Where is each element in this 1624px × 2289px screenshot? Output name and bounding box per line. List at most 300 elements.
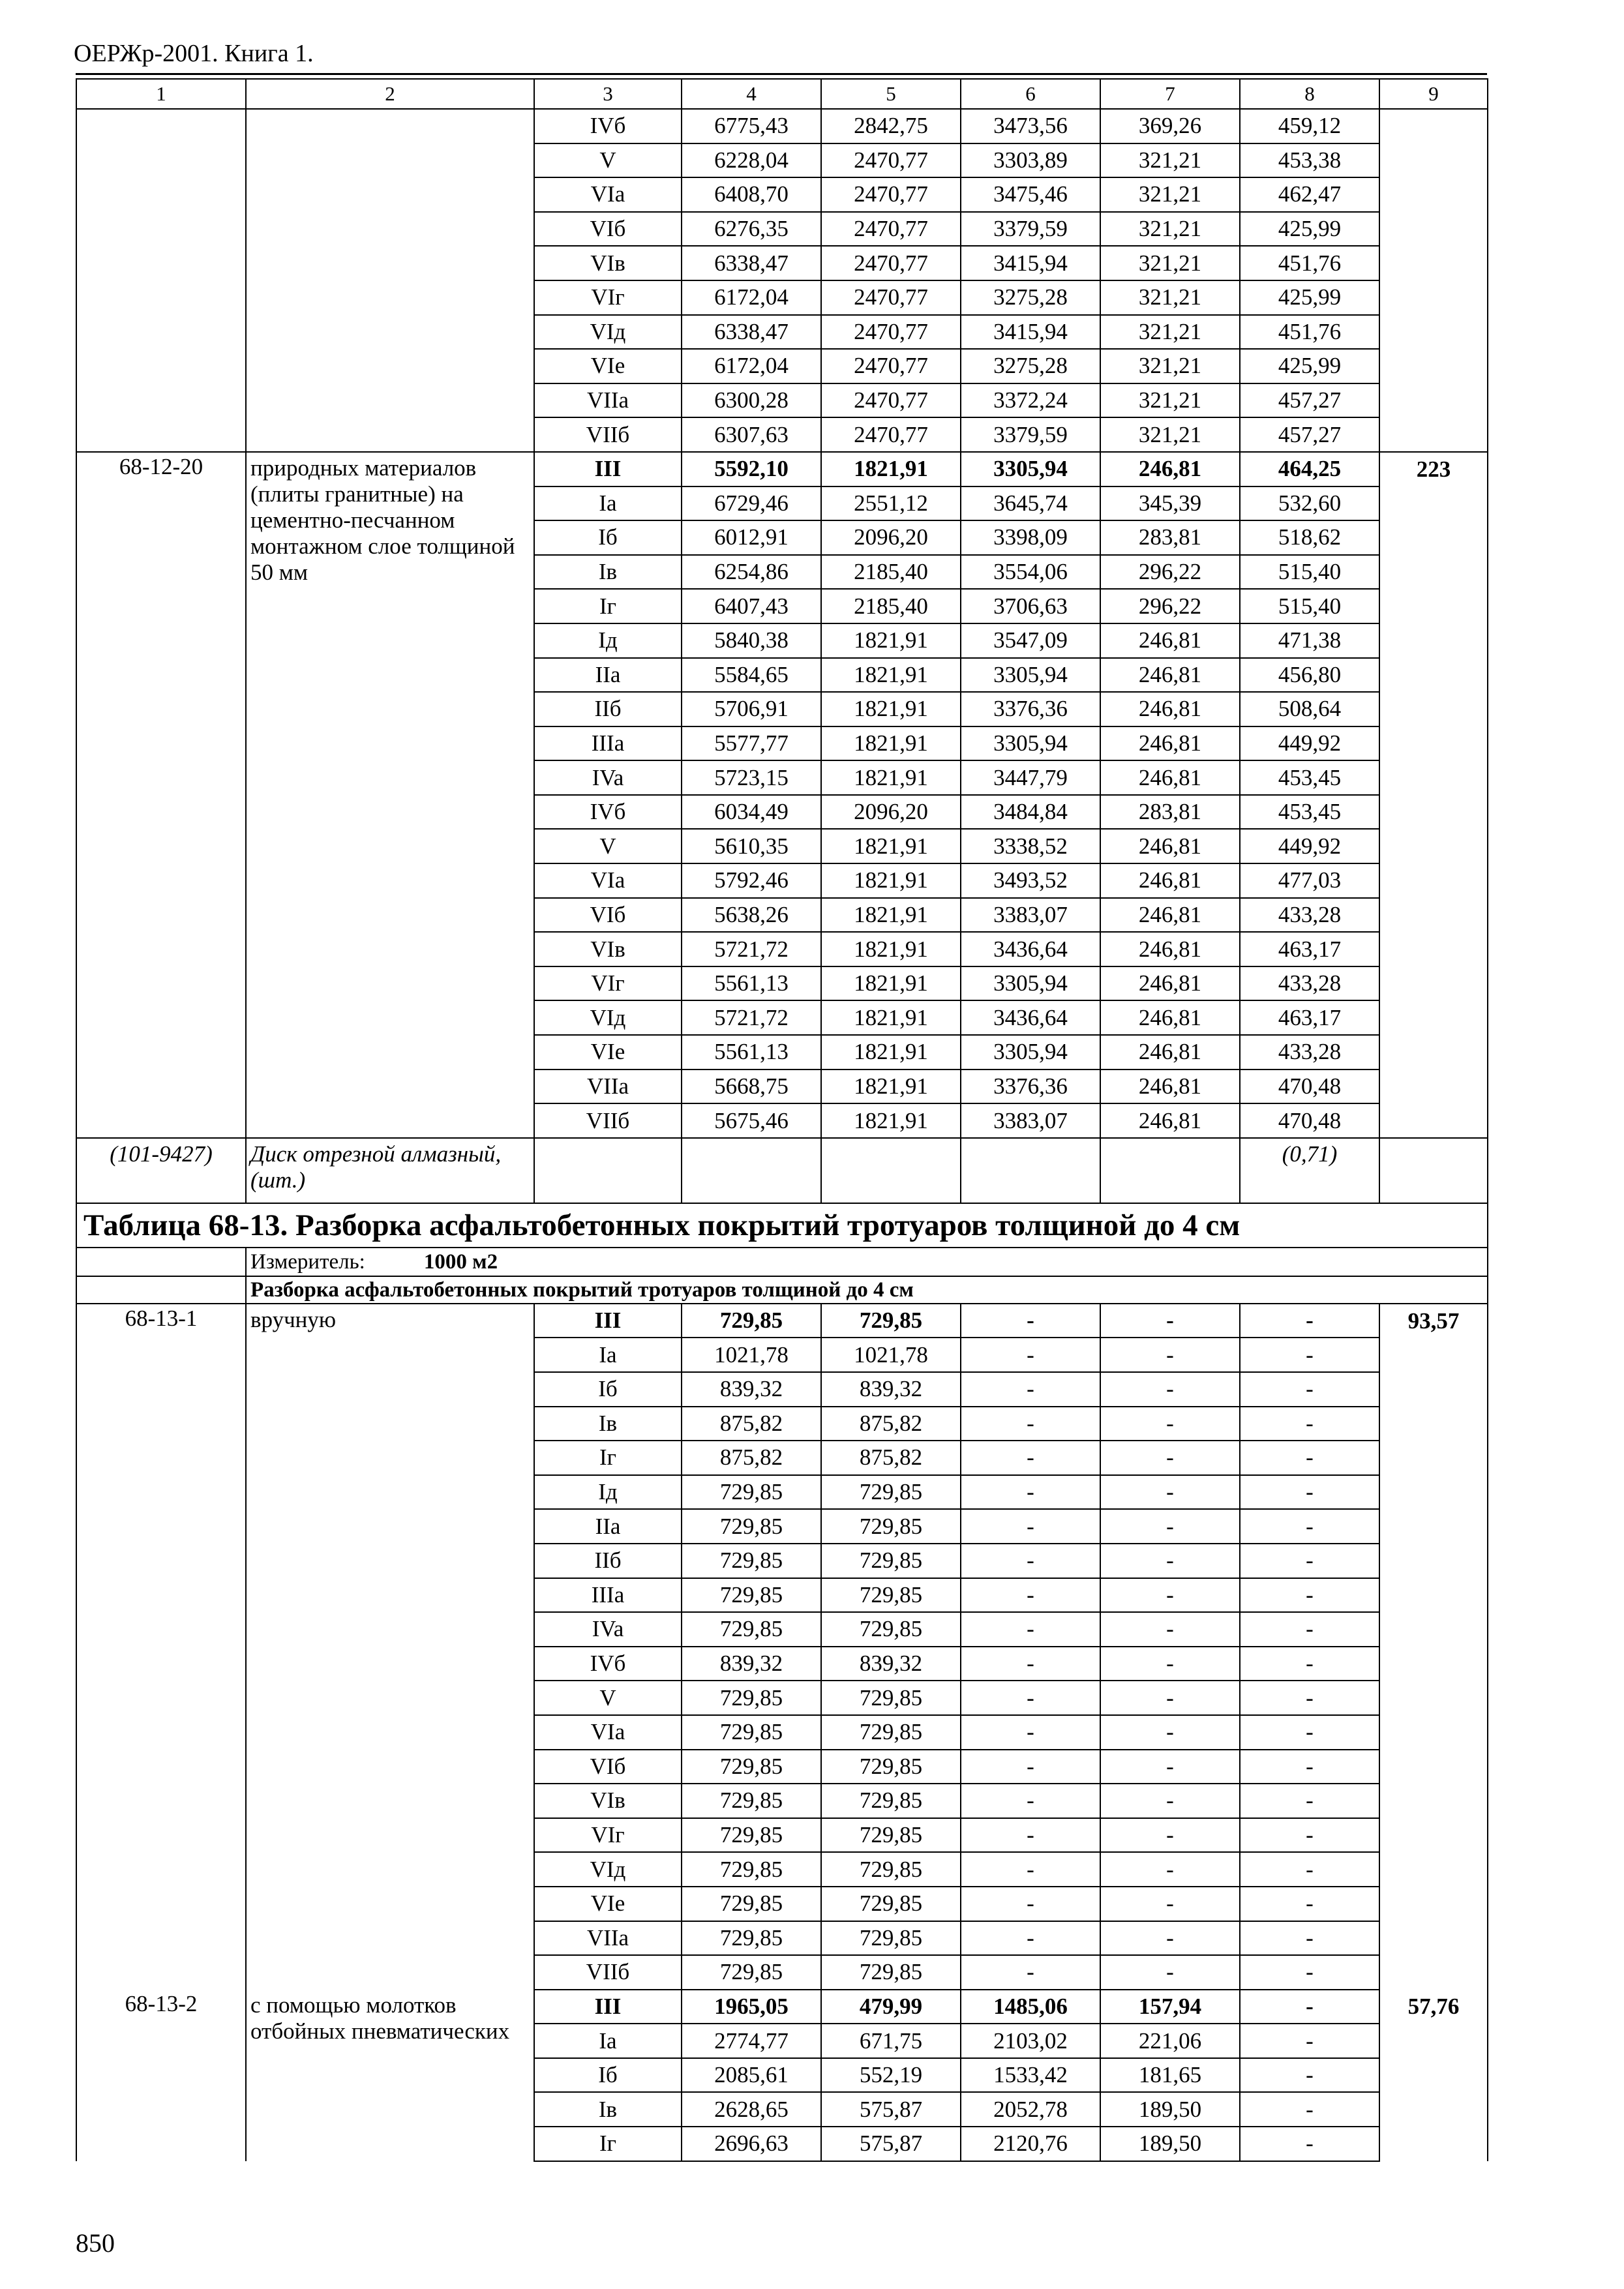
value-cell: - [1240,1955,1379,1990]
value-cell: 1821,91 [821,452,961,486]
value-cell: - [1100,1304,1240,1338]
value-cell: 515,40 [1240,555,1379,590]
value-cell: 345,39 [1100,486,1240,521]
value-cell: 471,38 [1240,623,1379,658]
value-cell: 839,32 [682,1372,821,1407]
value-cell: 5584,65 [682,658,821,693]
value-cell: 3493,52 [961,863,1100,898]
value-cell: - [1240,2024,1379,2058]
rates-table-body [76,79,1488,2161]
value-cell: 1821,91 [821,1103,961,1138]
value-cell: - [1240,1612,1379,1647]
value-cell: 6729,46 [682,486,821,521]
value-cell: 246,81 [1100,966,1240,1001]
zone-cell: VIб [534,1750,682,1784]
value-cell: 1821,91 [821,1000,961,1035]
value-cell: 181,65 [1100,2058,1240,2093]
value-cell: 321,21 [1100,246,1240,280]
value-cell: 1821,91 [821,932,961,966]
value-cell: 2470,77 [821,315,961,350]
zone-cell: IVa [534,1612,682,1647]
value-cell: - [1100,1509,1240,1544]
value-cell: 729,85 [821,1509,961,1544]
value-cell: - [1100,1578,1240,1613]
zone-cell: Iг [534,589,682,623]
value-cell: 6408,70 [682,177,821,212]
value-cell: - [1100,1372,1240,1407]
value-cell: - [961,1441,1100,1475]
value-cell: 321,21 [1100,383,1240,418]
value-cell: 2470,77 [821,212,961,247]
value-cell: 1821,91 [821,623,961,658]
value-cell: - [1100,1955,1240,1990]
value-cell: 296,22 [1100,589,1240,623]
zone-cell: Iд [534,1475,682,1510]
value-cell: 246,81 [1100,1103,1240,1138]
table-row [76,109,1488,143]
value-cell: 729,85 [821,1681,961,1715]
value-cell: - [1100,1612,1240,1647]
value-cell: 5675,46 [682,1103,821,1138]
value-cell: 321,21 [1100,280,1240,315]
value-cell: 1821,91 [821,966,961,1001]
value-cell: 2052,78 [961,2092,1100,2127]
value-cell: 433,28 [1240,898,1379,933]
zone-cell: Ia [534,1338,682,1372]
value-cell: 518,62 [1240,520,1379,555]
value-cell: - [1100,1338,1240,1372]
value-cell: - [961,1818,1100,1853]
header-rule [76,73,1487,75]
value-cell: 433,28 [1240,966,1379,1001]
zone-cell: Iг [534,1441,682,1475]
value-cell: 246,81 [1100,829,1240,863]
value-cell: - [1100,1887,1240,1921]
value-cell: 2470,77 [821,246,961,280]
value-cell: 6775,43 [682,109,821,143]
zone-cell: VIIa [534,383,682,418]
item-code: 68-13-2 [76,1990,246,2161]
value-cell: 457,27 [1240,383,1379,418]
value-cell: 3275,28 [961,349,1100,383]
value-cell: 425,99 [1240,280,1379,315]
value-cell: 729,85 [682,1304,821,1338]
value-cell: - [1100,1715,1240,1750]
value-cell: - [961,1887,1100,1921]
item-description: с помощью молотков отбойных пневматических [246,1990,534,2161]
zone-cell: VIe [534,349,682,383]
value-cell: 449,92 [1240,829,1379,863]
zone-cell: VIв [534,1784,682,1818]
zone-cell: VIIб [534,1955,682,1990]
zone-cell: VIд [534,1000,682,1035]
zone-cell: VIe [534,1035,682,1070]
value-cell: 463,17 [1240,1000,1379,1035]
measure-value: 1000 м2 [423,1249,498,1274]
value-cell: 3436,64 [961,932,1100,966]
value-cell: - [1100,1784,1240,1818]
column-header: 6 [961,79,1100,109]
value-cell: 3383,07 [961,1103,1100,1138]
column-header: 3 [534,79,682,109]
zone-cell: VIг [534,280,682,315]
value-cell: 575,87 [821,2127,961,2161]
value-cell: 296,22 [1100,555,1240,590]
value-cell: - [961,1544,1100,1578]
value-cell: 2470,77 [821,349,961,383]
value-cell: 2096,20 [821,795,961,830]
value-cell: 3547,09 [961,623,1100,658]
zone-cell: VIд [534,315,682,350]
value-cell: 3383,07 [961,898,1100,933]
value-cell: 1821,91 [821,1070,961,1104]
value-cell: 729,85 [821,1852,961,1887]
value-cell: 3305,94 [961,658,1100,693]
value-cell: - [1240,2127,1379,2161]
value-cell: 3372,24 [961,383,1100,418]
value-cell: 3305,94 [961,966,1100,1001]
value-cell: - [1240,1887,1379,1921]
value-cell: 6172,04 [682,280,821,315]
zone-cell: VIб [534,898,682,933]
value-cell: 839,32 [682,1647,821,1681]
zone-cell: VIг [534,1818,682,1853]
value-cell: 283,81 [1100,795,1240,830]
value-cell: - [1240,1304,1379,1338]
value-cell: - [961,1407,1100,1441]
value-cell: 470,48 [1240,1070,1379,1104]
zone-cell: IVб [534,1647,682,1681]
column-header: 7 [1100,79,1240,109]
value-cell: 6012,91 [682,520,821,555]
column-header: 4 [682,79,821,109]
value-cell: - [961,1304,1100,1338]
value-cell: 5792,46 [682,863,821,898]
value-cell: 729,85 [682,1818,821,1853]
value-cell: 729,85 [821,1578,961,1613]
zone-cell: IIIa [534,726,682,761]
value-cell: 6172,04 [682,349,821,383]
value-cell: 3473,56 [961,109,1100,143]
empty-cell [961,1138,1100,1203]
zone-cell: VIд [534,1852,682,1887]
value-cell: 729,85 [682,1921,821,1956]
value-cell: 479,99 [821,1990,961,2024]
zone-cell: IIa [534,1509,682,1544]
value-cell: - [1240,1407,1379,1441]
value-cell: - [961,1715,1100,1750]
value-cell: 552,19 [821,2058,961,2093]
empty-cell [76,1276,246,1304]
value-cell: - [1240,1750,1379,1784]
zone-cell: IIa [534,658,682,693]
value-cell: - [1100,1818,1240,1853]
value-cell: 1821,91 [821,829,961,863]
value-cell: 729,85 [682,1681,821,1715]
value-cell: - [961,1681,1100,1715]
value-cell: - [1100,1407,1240,1441]
value-cell: - [1240,2058,1379,2093]
value-cell: 508,64 [1240,692,1379,726]
zone-cell: VIIa [534,1921,682,1956]
value-cell: 729,85 [821,1750,961,1784]
value-cell: 321,21 [1100,143,1240,178]
value-cell: 369,26 [1100,109,1240,143]
value-cell: - [1240,1818,1379,1853]
value-cell: 875,82 [682,1407,821,1441]
value-cell: 5610,35 [682,829,821,863]
value-cell: 1021,78 [821,1338,961,1372]
col9-cell [1379,109,1488,452]
value-cell: 5840,38 [682,623,821,658]
item-description: природных материалов (плиты гранитные) на цементно-песчанном монтажном слое толщиной 50 мм [246,452,534,1138]
rates-table [76,78,1488,2162]
value-cell: 6276,35 [682,212,821,247]
value-cell: 451,76 [1240,246,1379,280]
value-cell: 1821,91 [821,760,961,795]
resource-value: (0,71) [1240,1138,1379,1203]
value-cell: 729,85 [682,1475,821,1510]
zone-cell: Ia [534,2024,682,2058]
value-cell: - [1240,1544,1379,1578]
value-cell: 3436,64 [961,1000,1100,1035]
resource-code: (101-9427) [76,1138,246,1203]
value-cell: 2470,77 [821,177,961,212]
value-cell: 729,85 [821,1715,961,1750]
value-cell: - [1240,1441,1379,1475]
value-cell: 1965,05 [682,1990,821,2024]
value-cell: - [1100,1921,1240,1956]
value-cell: 433,28 [1240,1035,1379,1070]
value-cell: - [1100,1750,1240,1784]
table-row [76,1990,1488,2024]
value-cell: 321,21 [1100,349,1240,383]
value-cell: 1821,91 [821,863,961,898]
value-cell: 221,06 [1100,2024,1240,2058]
zone-cell: VIa [534,177,682,212]
zone-cell: VIб [534,212,682,247]
value-cell: - [1100,1647,1240,1681]
value-cell: 2085,61 [682,2058,821,2093]
value-cell: 6338,47 [682,315,821,350]
value-cell: - [1240,1578,1379,1613]
value-cell: 6034,49 [682,795,821,830]
value-cell: - [1240,1784,1379,1818]
zone-cell: Iв [534,1407,682,1441]
zone-cell: IVб [534,795,682,830]
item-code: 68-13-1 [76,1304,246,1990]
zone-cell: VIIб [534,417,682,452]
value-cell: - [961,1852,1100,1887]
value-cell: 246,81 [1100,726,1240,761]
zone-cell: III [534,1304,682,1338]
value-cell: 6300,28 [682,383,821,418]
value-cell: 157,94 [1100,1990,1240,2024]
value-cell: 321,21 [1100,212,1240,247]
value-cell: 875,82 [682,1441,821,1475]
value-cell: 246,81 [1100,692,1240,726]
value-cell: 729,85 [682,1750,821,1784]
value-cell: 3305,94 [961,1035,1100,1070]
value-cell: 451,76 [1240,315,1379,350]
value-cell: 729,85 [682,1544,821,1578]
zone-cell: Iг [534,2127,682,2161]
value-cell: - [961,1612,1100,1647]
empty-cell [534,1138,682,1203]
value-cell: 1021,78 [682,1338,821,1372]
item-col9: 93,57 [1379,1304,1488,1990]
zone-cell: V [534,829,682,863]
zone-cell: III [534,1990,682,2024]
value-cell: 729,85 [821,1784,961,1818]
value-cell: - [961,1372,1100,1407]
zone-cell: V [534,1681,682,1715]
value-cell: 515,40 [1240,589,1379,623]
value-cell: - [1240,1475,1379,1510]
value-cell: 729,85 [821,1304,961,1338]
value-cell: 3376,36 [961,1070,1100,1104]
zone-cell: VIIб [534,1103,682,1138]
zone-cell: IVa [534,760,682,795]
value-cell: 246,81 [1100,760,1240,795]
value-cell: 246,81 [1100,623,1240,658]
value-cell: 2470,77 [821,280,961,315]
value-cell: - [1100,1441,1240,1475]
value-cell: 5668,75 [682,1070,821,1104]
value-cell: 575,87 [821,2092,961,2127]
value-cell: 425,99 [1240,212,1379,247]
zone-cell: VIв [534,246,682,280]
value-cell: - [1240,2092,1379,2127]
empty-cell [682,1138,821,1203]
zone-cell: III [534,452,682,486]
value-cell: 2551,12 [821,486,961,521]
item-col9: 57,76 [1379,1990,1488,2161]
value-cell: - [961,1955,1100,1990]
value-cell: - [961,1921,1100,1956]
value-cell: 3398,09 [961,520,1100,555]
value-cell: 5561,13 [682,966,821,1001]
value-cell: - [1240,1852,1379,1887]
zone-cell: Iб [534,520,682,555]
column-header: 8 [1240,79,1379,109]
value-cell: 1533,42 [961,2058,1100,2093]
value-cell: 2096,20 [821,520,961,555]
value-cell: 2842,75 [821,109,961,143]
zone-cell: VIa [534,863,682,898]
zone-cell: Iб [534,2058,682,2093]
item-description: вручную [246,1304,534,1990]
value-cell: - [1240,1921,1379,1956]
value-cell: - [961,1475,1100,1510]
zone-cell: IIIa [534,1578,682,1613]
value-cell: 3447,79 [961,760,1100,795]
value-cell: 2696,63 [682,2127,821,2161]
value-cell: 3379,59 [961,417,1100,452]
value-cell: 189,50 [1100,2127,1240,2161]
value-cell: 1821,91 [821,692,961,726]
value-cell: 6307,63 [682,417,821,452]
value-cell: 729,85 [682,1784,821,1818]
table-title-row [76,1203,1488,1248]
value-cell: - [1240,1509,1379,1544]
column-header: 1 [76,79,246,109]
zone-cell: IIб [534,1544,682,1578]
value-cell: 729,85 [682,1715,821,1750]
value-cell: 283,81 [1100,520,1240,555]
value-cell: 1485,06 [961,1990,1100,2024]
value-cell: 3379,59 [961,212,1100,247]
value-cell: 457,27 [1240,417,1379,452]
value-cell: - [1240,1338,1379,1372]
value-cell: 729,85 [821,1475,961,1510]
zone-cell: Ia [534,486,682,521]
value-cell: 425,99 [1240,349,1379,383]
value-cell: 449,92 [1240,726,1379,761]
value-cell: 459,12 [1240,109,1379,143]
value-cell: 5561,13 [682,1035,821,1070]
value-cell: 1821,91 [821,726,961,761]
value-cell: 5638,26 [682,898,821,933]
column-header: 5 [821,79,961,109]
value-cell: 462,47 [1240,177,1379,212]
zone-cell: VIa [534,1715,682,1750]
value-cell: 729,85 [821,1887,961,1921]
page-header: ОЕРЖр-2001. Книга 1. [74,40,314,67]
section-row [76,1276,1488,1304]
zone-cell: Iв [534,2092,682,2127]
empty-cell [1100,1138,1240,1203]
zone-cell: Iд [534,623,682,658]
table-title: Таблица 68-13. Разборка асфальтобетонных покрытий тротуаров толщиной до 4 см [76,1203,1488,1248]
section-title: Разборка асфальтобетонных покрытий тротуаров толщиной до 4 см [246,1276,1488,1304]
value-cell: - [1100,1475,1240,1510]
value-cell: 6228,04 [682,143,821,178]
value-cell: 2470,77 [821,383,961,418]
value-cell: 6338,47 [682,246,821,280]
value-cell: 246,81 [1100,1070,1240,1104]
item-code: 68-12-20 [76,452,246,1138]
value-cell: 3554,06 [961,555,1100,590]
value-cell: 5721,72 [682,1000,821,1035]
zone-cell: IVб [534,109,682,143]
value-cell: 3376,36 [961,692,1100,726]
column-header: 9 [1379,79,1488,109]
value-cell: 2628,65 [682,2092,821,2127]
value-cell: - [961,1578,1100,1613]
value-cell: 3303,89 [961,143,1100,178]
value-cell: - [961,1784,1100,1818]
table-row [76,1304,1488,1338]
value-cell: 5721,72 [682,932,821,966]
value-cell: 729,85 [821,1818,961,1853]
item-col9: 223 [1379,452,1488,1138]
value-cell: 3706,63 [961,589,1100,623]
value-cell: 671,75 [821,2024,961,2058]
zone-cell: V [534,143,682,178]
value-cell: - [1240,1681,1379,1715]
value-cell: - [1100,1544,1240,1578]
value-cell: - [961,1338,1100,1372]
measure-label: Измеритель: [250,1249,365,1274]
value-cell: - [1240,1990,1379,2024]
column-header: 2 [246,79,534,109]
value-cell: 729,85 [682,1955,821,1990]
value-cell: 729,85 [682,1578,821,1613]
page-number: 850 [76,2228,115,2258]
value-cell: 6407,43 [682,589,821,623]
value-cell: 729,85 [682,1887,821,1921]
